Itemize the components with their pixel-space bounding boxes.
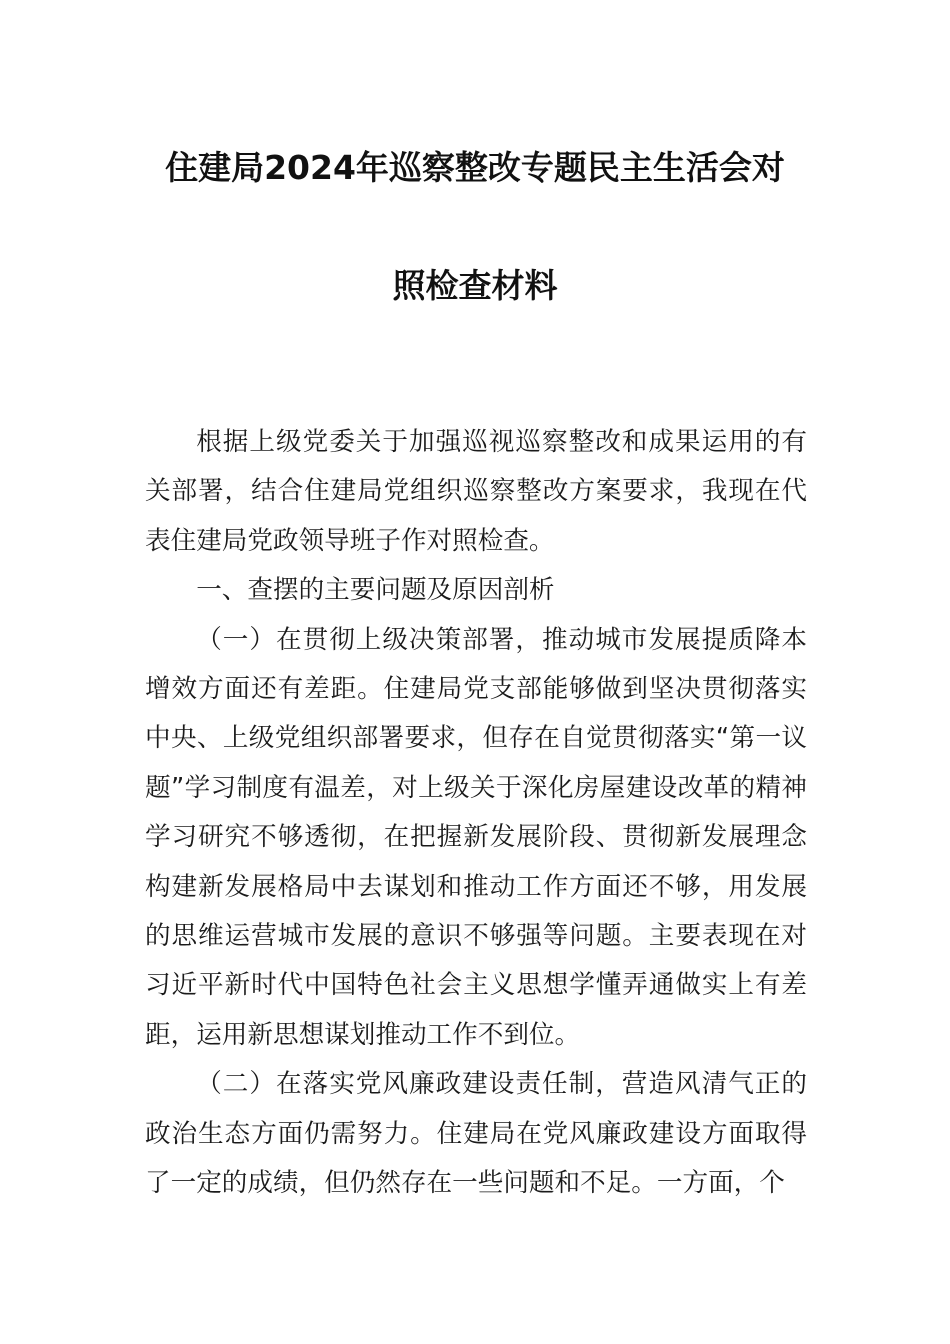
document-body — [145, 418, 807, 1209]
section-heading-1: 一、查摆的主要问题及原因剖析 — [196, 575, 555, 606]
paragraph-intro: 根据上级党委关于加强巡视巡察整改和成果运用的有关部署，结合住建局党组织巡察整改方案要求，我现在代表住建局党政领导班子作对照检查。 — [145, 427, 807, 556]
document-title — [120, 148, 830, 306]
title-line-1: 住建局2024年巡察整改专题民主生活会对 — [165, 148, 785, 187]
paragraph-item-1: （一）在贯彻上级决策部署，推动城市发展提质降本增效方面还有差距。住建局党支部能够做到坚决贯彻落实中央、上级党组织部署要求，但存在自觉贯彻落实“第一议题”学习制度有温差，对上级关于深化房屋建设改革的精神学习研究不够透彻，在把握新发展阶段、贯彻新发展理念构建新发展格局中去谋划和推动工作方面还不够，用发展的思维运营城市发展的意识不够强等问题。主要表现在对习近平新时代中国特色社会主义思想学懂弄通做实上有差距，运用新思想谋划推动工作不到位。 — [145, 624, 807, 1050]
title-line-2: 照检查材料 — [392, 266, 558, 305]
paragraph-item-2: （二）在落实党风廉政建设责任制，营造风清气正的政治生态方面仍需努力。住建局在党风廉政建设方面取得了一定的成绩，但仍然存在一些问题和不足。一方面，个 — [145, 1069, 807, 1199]
